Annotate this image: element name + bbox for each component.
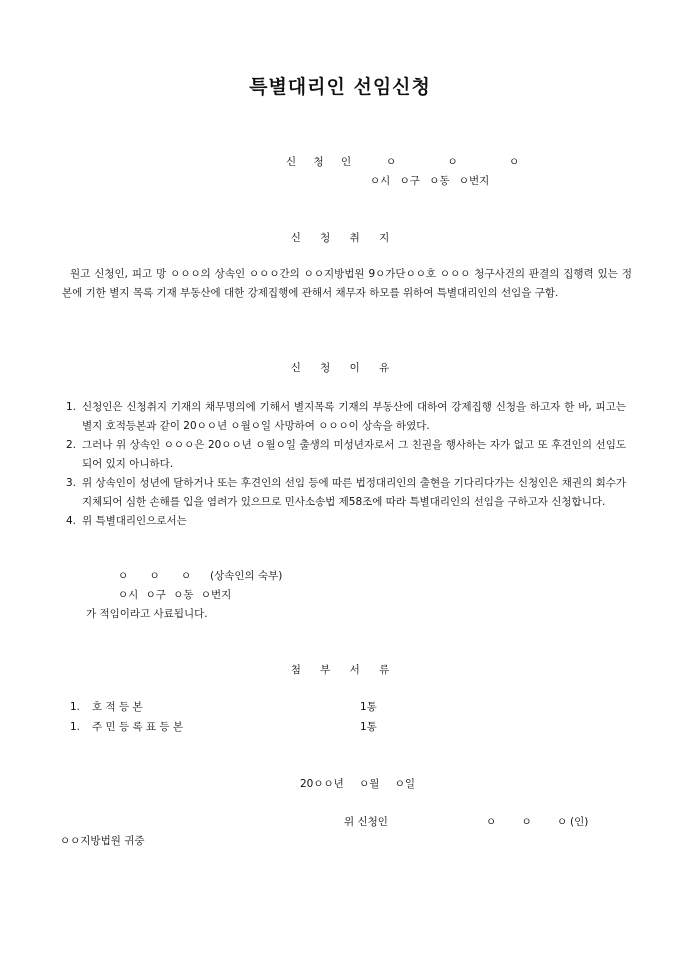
court-addressee: ㅇㅇ지방법원 귀중: [60, 835, 145, 847]
reason-text: 위 상속인이 성년에 달하거나 또는 후견인의 선임 등에 따른 법정대리인의 출현을 기다리다가는 신청인은 채권의 회수가 지체되어 심한 손해를 입을 염려가 있으므로 민사소송법 제58조에 따라 특별대리인의 선임을 구하고자 신청합니다.: [82, 477, 626, 508]
applicant-address: ㅇ시 ㅇ구 ㅇ동 ㅇ번지: [370, 175, 490, 187]
attachment-name: 주 민 등 록 표 등 본: [92, 721, 184, 733]
reason-number: 2.: [66, 439, 77, 451]
purpose-text: 원고 신청인, 피고 망 ㅇㅇㅇ의 상속인 ㅇㅇㅇ간의 ㅇㅇ지방법원 9ㅇ가단ㅇㅇ호 ㅇㅇㅇ 청구사건의 판결의 집행력 있는 정본에 기한 별지 목록 기재 부동산에 대한 강제집행에 관해서 채무자 하모를 위하여 특별대리인의 선임을 구함.: [62, 268, 632, 299]
purpose-heading: 신 청 취 지: [290, 232, 390, 244]
reason-item: [66, 436, 626, 474]
attachment-count: 1통: [360, 701, 377, 713]
reason-text: 그러나 위 상속인 ㅇㅇㅇ은 20ㅇㅇ년 ㅇ월ㅇ일 출생의 미성년자로서 그 친권을 행사하는 자가 없고 또 후견인의 선임도 되어 있지 아니하다.: [82, 439, 626, 470]
signature-name: ㅇ ㅇ ㅇ: [486, 816, 568, 828]
seal-mark: (인): [570, 816, 589, 828]
reasons-list: [66, 398, 626, 531]
reasons-closing: 가 적임이라고 사료됩니다.: [86, 608, 208, 620]
applicant-label: 신 청 인: [286, 156, 352, 168]
reason-text: 위 특별대리인으로서는: [82, 515, 187, 527]
attachment-count: 1통: [360, 721, 377, 733]
candidate-address: ㅇ시 ㅇ구 ㅇ동 ㅇ번지: [118, 589, 232, 601]
document-title: 특별대리인 선임신청: [249, 76, 431, 98]
candidate-name: ㅇ ㅇ ㅇ: [118, 570, 192, 582]
reason-number: 4.: [66, 515, 77, 527]
attachment-name: 호 적 등 본: [92, 701, 143, 713]
attachment-number: 1.: [70, 721, 81, 733]
applicant-name: ㅇ ㅇ ㅇ: [386, 156, 520, 168]
attachments-heading: 첨 부 서 류: [290, 664, 390, 676]
reason-item: [66, 398, 626, 436]
reason-number: 3.: [66, 477, 77, 489]
application-date: 20ㅇㅇ년 ㅇ월 ㅇ일: [300, 778, 416, 790]
reason-item: [66, 474, 626, 512]
candidate-note: (상속인의 숙부): [210, 570, 283, 582]
attachment-number: 1.: [70, 701, 81, 713]
reasons-heading: 신 청 이 유: [290, 362, 390, 374]
signature-label: 위 신청인: [344, 816, 388, 828]
reason-text: 신청인은 신청취지 기재의 채무명의에 기해서 별지목록 기재의 부동산에 대하여 강제집행 신청을 하고자 한 바, 피고는 별지 호적등본과 같이 20ㅇㅇ년 ㅇ월ㅇ일 사망하여 ㅇㅇㅇ이 상속을 하였다.: [82, 401, 626, 432]
reason-item: [66, 512, 626, 531]
reason-number: 1.: [66, 401, 77, 413]
